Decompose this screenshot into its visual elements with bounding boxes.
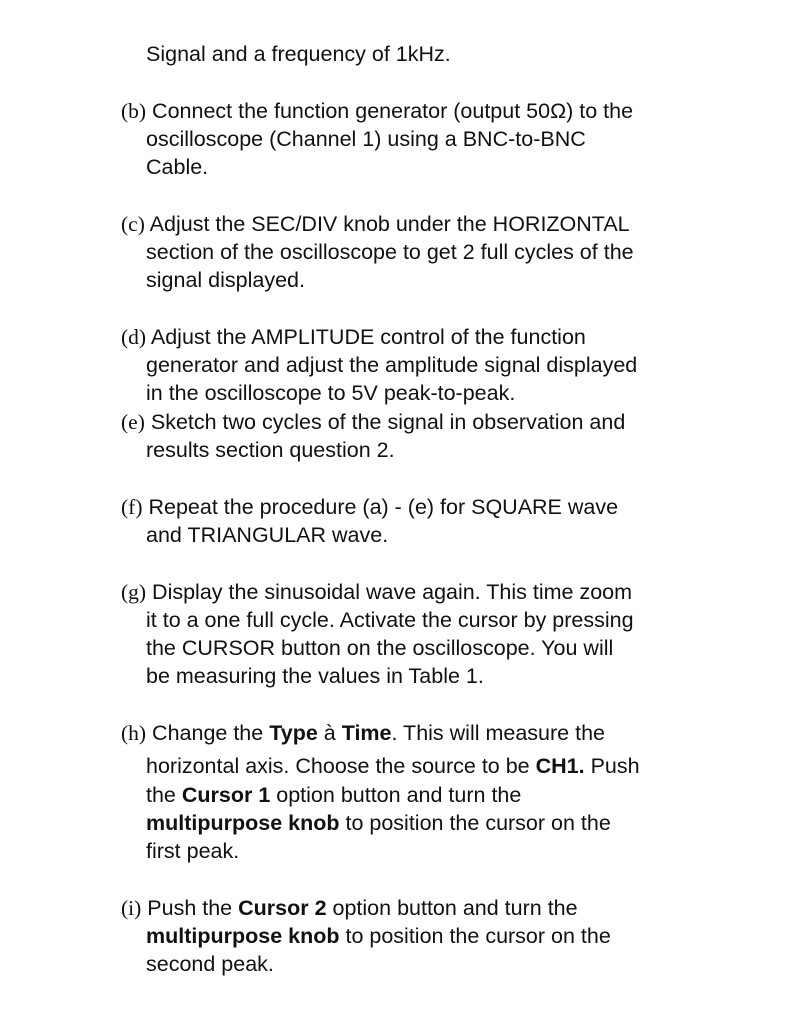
step-i-text-1c: option button and turn the <box>326 896 578 920</box>
step-h-text-1a: Change the <box>146 721 270 745</box>
step-h-text-1b: Type <box>269 721 318 745</box>
step-f-line-2: and TRIANGULAR wave. <box>146 523 389 547</box>
step-h-text-3a: the <box>146 783 182 807</box>
step-f-line-1 <box>121 493 618 521</box>
step-f-marker: (f) <box>121 495 143 519</box>
step-i-line-3: second peak. <box>146 952 274 976</box>
step-b-line-1 <box>121 97 633 125</box>
step-g-text-1: Display the sinusoidal wave again. This time zoom <box>146 580 633 604</box>
step-e-line-2: results section question 2. <box>146 438 395 462</box>
step-h-line-4 <box>146 809 611 837</box>
step-i-text-1b: Cursor 2 <box>238 896 327 920</box>
step-i-marker: (i) <box>121 896 142 920</box>
step-d-line-2: generator and adjust the amplitude signal displayed <box>146 353 638 377</box>
step-c-line-3: signal displayed. <box>146 268 305 292</box>
step-e-text-1: Sketch two cycles of the signal in observation and <box>144 410 626 434</box>
step-i-line-1 <box>121 894 578 922</box>
step-d-marker: (d) <box>121 325 147 349</box>
step-d-text-1: Adjust the AMPLITUDE control of the function <box>146 325 586 349</box>
intro-line-1: Signal and a frequency of 1kHz. <box>146 42 451 66</box>
step-e-marker: (e) <box>121 410 145 434</box>
step-h-text-4a: multipurpose knob <box>146 811 340 835</box>
step-g-line-1 <box>121 578 632 606</box>
step-h-line-3 <box>146 781 521 809</box>
step-h-line-1 <box>121 719 605 747</box>
step-c-line-1 <box>121 210 630 238</box>
step-i-text-2a: multipurpose knob <box>146 924 340 948</box>
step-h-text-2a: horizontal axis. Choose the source to be <box>146 754 536 778</box>
step-h-text-2c: Push <box>584 754 640 778</box>
step-b-line-3: Cable. <box>146 155 209 179</box>
step-b-text-1: Connect the function generator (output 50Ω) to the <box>146 99 634 123</box>
step-b-marker: (b) <box>121 99 147 123</box>
step-i-text-1a: Push the <box>141 896 239 920</box>
step-h-text-3b: Cursor 1 <box>181 783 271 807</box>
step-h-text-3c: option button and turn the <box>270 783 522 807</box>
step-c-marker: (c) <box>121 212 145 236</box>
step-g-line-3: the CURSOR button on the oscilloscope. You will <box>146 636 614 660</box>
step-b-line-2: oscilloscope (Channel 1) using a BNC-to-BNC <box>146 127 586 151</box>
step-i-line-2 <box>146 922 611 950</box>
step-g-line-2: it to a one full cycle. Activate the cursor by pressing <box>146 608 634 632</box>
step-h-text-4b: to position the cursor on the <box>339 811 611 835</box>
step-i-text-2b: to position the cursor on the <box>339 924 611 948</box>
step-h-text-2b: CH1. <box>535 754 585 778</box>
step-h-line-5: first peak. <box>146 839 240 863</box>
step-c-text-1: Adjust the SEC/DIV knob under the HORIZONTAL <box>144 212 630 236</box>
step-h-line-2 <box>146 752 640 780</box>
step-h-text-1e: . This will measure the <box>391 721 605 745</box>
step-h-text-1c: à <box>317 721 342 745</box>
step-c-line-2: section of the oscilloscope to get 2 full cycles of the <box>146 240 634 264</box>
step-d-line-1 <box>121 323 586 351</box>
step-f-text-1: Repeat the procedure (a) - (e) for SQUARE wave <box>142 495 619 519</box>
step-d-line-3: in the oscilloscope to 5V peak-to-peak. <box>146 381 516 405</box>
step-h-text-1d: Time <box>341 721 392 745</box>
step-g-marker: (g) <box>121 580 147 604</box>
step-h-marker: (h) <box>121 721 147 745</box>
step-g-line-4: be measuring the values in Table 1. <box>146 664 484 688</box>
step-e-line-1 <box>121 408 625 436</box>
